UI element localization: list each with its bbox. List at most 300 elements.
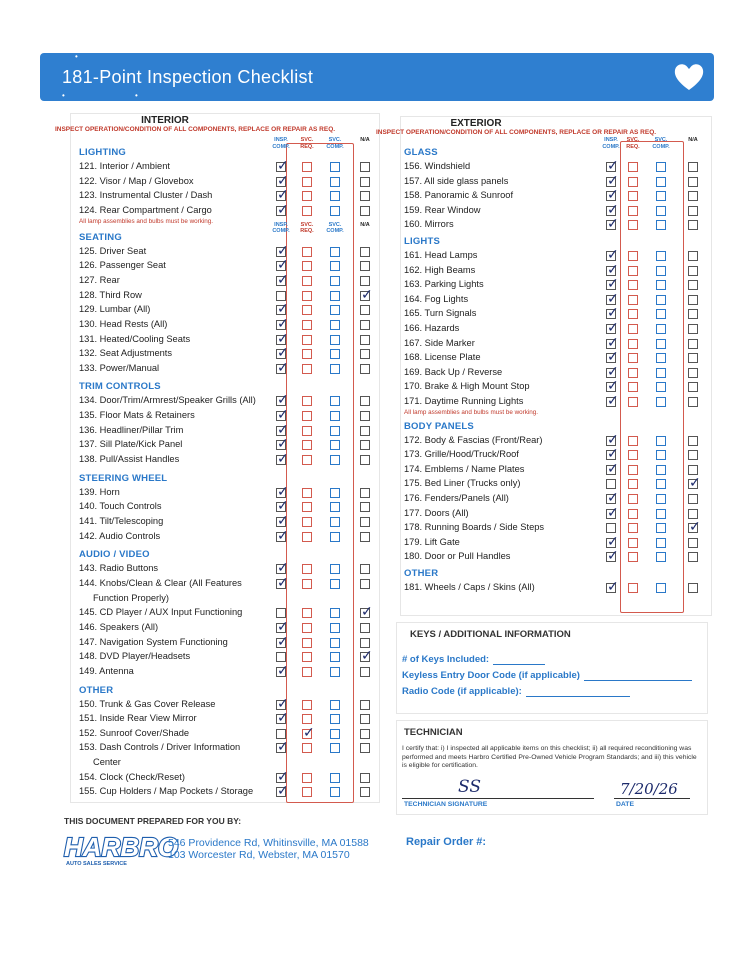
checkbox-svc-comp[interactable] [330,502,340,512]
checkbox-insp[interactable] [606,353,616,363]
checkbox-svc-req[interactable] [302,638,312,648]
checkbox-na[interactable] [360,773,370,783]
checkbox-svc-req[interactable] [628,251,638,261]
checkbox-na[interactable] [688,552,698,562]
checkbox-svc-req[interactable] [302,667,312,677]
address-whitinsville: 546 Providence Rd, Whitinsville, MA 01588 [168,837,369,849]
checkbox-insp[interactable] [606,397,616,407]
checkbox-svc-req[interactable] [302,396,312,406]
checkbox-svc-req[interactable] [302,517,312,527]
checkbox-svc-req[interactable] [302,364,312,374]
checkbox-na[interactable] [360,714,370,724]
checkbox-na[interactable] [360,729,370,739]
checkbox-na[interactable] [688,450,698,460]
checkbox-insp[interactable] [276,714,286,724]
checkbox-na[interactable] [360,305,370,315]
checkbox-insp[interactable] [606,220,616,230]
checkbox-svc-comp[interactable] [330,638,340,648]
checkbox-na[interactable] [360,411,370,421]
checkbox-insp[interactable] [276,502,286,512]
checkbox-svc-comp[interactable] [656,266,666,276]
category-body-panels: BODY PANELS [404,420,474,432]
category-lights: LIGHTS [404,236,441,247]
checkbox-svc-req[interactable] [302,532,312,542]
checkbox-svc-req[interactable] [302,411,312,421]
checkbox-svc-req[interactable] [628,339,638,349]
category-audio-video: AUDIO / VIDEO [79,549,150,561]
checkbox-svc-req[interactable] [302,455,312,465]
checkbox-na[interactable] [360,532,370,542]
checklist-item: 144. Knobs/Clean & Clear (All Features [79,577,242,588]
exterior-subtitle: INSPECT OPERATION/CONDITION OF ALL COMPONENTS, REPLACE OR REPAIR AS REQ. [375,129,657,136]
checkbox-insp[interactable] [276,276,286,286]
checkbox-svc-comp[interactable] [330,608,340,618]
checkbox-svc-req[interactable] [302,349,312,359]
checkbox-svc-comp[interactable] [656,191,666,201]
checkbox-na[interactable] [360,426,370,436]
checkbox-na[interactable] [688,465,698,475]
interior-subtitle: INSPECT OPERATION/CONDITION OF ALL COMPONENTS, REPLACE OR REPAIR AS REQ. [54,126,336,133]
checkbox-svc-req[interactable] [628,494,638,504]
checkbox-svc-req[interactable] [628,436,638,446]
checkbox-na[interactable] [360,177,370,187]
checkbox-svc-comp[interactable] [330,440,340,450]
checkbox-insp[interactable] [606,191,616,201]
checkbox-svc-req[interactable] [302,564,312,574]
checkbox-svc-req[interactable] [302,426,312,436]
checklist-item: 124. Rear Compartment / Cargo [79,204,212,215]
checkbox-insp[interactable] [276,320,286,330]
checkbox-na[interactable] [360,608,370,618]
checkbox-insp[interactable] [276,291,286,301]
checkbox-svc-comp[interactable] [656,339,666,349]
checkbox-na[interactable] [360,502,370,512]
checkbox-svc-comp[interactable] [656,436,666,446]
checklist-item: 181. Wheels / Caps / Skins (All) [404,582,535,592]
checkbox-svc-req[interactable] [628,353,638,363]
checkbox-insp[interactable] [606,162,616,172]
checkbox-svc-comp[interactable] [656,353,666,363]
checkbox-svc-comp[interactable] [330,623,340,633]
checkbox-insp[interactable] [276,396,286,406]
checkbox-svc-req[interactable] [302,700,312,710]
checkbox-na[interactable] [688,479,698,489]
checkbox-svc-comp[interactable] [656,309,666,319]
checklist-item: 168. License Plate [404,352,481,363]
checkbox-svc-comp[interactable] [330,743,340,753]
checklist-item: 129. Lumbar (All) [79,304,151,315]
checkbox-na[interactable] [360,638,370,648]
keyless-code-field[interactable]: Keyless Entry Door Code (if applicable) [402,670,692,681]
checkbox-svc-comp[interactable] [656,220,666,230]
checkbox-insp[interactable] [276,335,286,345]
checkbox-na[interactable] [688,397,698,407]
checkbox-insp[interactable] [606,465,616,475]
harbro-logo [62,830,179,868]
checkbox-insp[interactable] [276,517,286,527]
checkbox-svc-req[interactable] [628,523,638,533]
checkbox-svc-comp[interactable] [656,523,666,533]
checkbox-insp[interactable] [276,729,286,739]
checkbox-insp[interactable] [606,523,616,533]
checklist-item: 153. Dash Controls / Driver Information [79,742,241,753]
checkbox-insp[interactable] [606,280,616,290]
checkbox-svc-comp[interactable] [656,552,666,562]
checkbox-svc-comp[interactable] [330,349,340,359]
checkbox-na[interactable] [360,396,370,406]
checkbox-svc-req[interactable] [302,502,312,512]
checkbox-insp[interactable] [276,305,286,315]
checkbox-na[interactable] [688,353,698,363]
checkbox-svc-comp[interactable] [330,411,340,421]
checkbox-insp[interactable] [276,638,286,648]
checkbox-svc-req[interactable] [302,162,312,172]
checklist-item: 178. Running Boards / Side Steps [404,522,545,533]
checkbox-na[interactable] [688,206,698,216]
checkbox-svc-comp[interactable] [656,494,666,504]
checkbox-svc-comp[interactable] [330,276,340,286]
checkbox-svc-req[interactable] [628,177,638,187]
checkbox-svc-comp[interactable] [656,368,666,378]
checkbox-svc-comp[interactable] [330,191,340,201]
checkbox-svc-req[interactable] [302,579,312,589]
checkbox-svc-req[interactable] [302,787,312,797]
checkbox-na[interactable] [688,266,698,276]
checkbox-na[interactable] [688,191,698,201]
checkbox-insp[interactable] [276,440,286,450]
checklist-item: 167. Side Marker [404,337,475,348]
checkbox-svc-req[interactable] [302,305,312,315]
checklist-item: 157. All side glass panels [404,175,509,186]
checkbox-svc-comp[interactable] [330,261,340,271]
checkbox-svc-comp[interactable] [330,305,340,315]
checkbox-na[interactable] [688,251,698,261]
checkbox-svc-comp[interactable] [330,773,340,783]
checkbox-svc-req[interactable] [628,220,638,230]
checkbox-svc-req[interactable] [302,247,312,257]
checkbox-na[interactable] [688,382,698,392]
checklist-item: 136. Headliner/Pillar Trim [79,424,184,435]
checkbox-insp[interactable] [606,450,616,460]
checkbox-svc-comp[interactable] [330,667,340,677]
checkbox-svc-comp[interactable] [330,206,340,216]
column-header-svc-req: SVC. REQ. [300,137,314,150]
checkbox-insp[interactable] [276,191,286,201]
checkbox-insp[interactable] [276,652,286,662]
checkbox-svc-req[interactable] [628,465,638,475]
checkbox-na[interactable] [688,368,698,378]
checkbox-na[interactable] [360,667,370,677]
checkbox-svc-req[interactable] [302,773,312,783]
checkbox-svc-comp[interactable] [330,579,340,589]
checkbox-svc-req[interactable] [628,509,638,519]
title-banner: • • • 181-Point Inspection Checklist [40,53,714,101]
checkbox-na[interactable] [688,280,698,290]
checkbox-svc-req[interactable] [628,266,638,276]
checkbox-svc-req[interactable] [302,191,312,201]
checkbox-svc-comp[interactable] [330,426,340,436]
checkbox-svc-req[interactable] [302,652,312,662]
checkbox-svc-req[interactable] [302,320,312,330]
checkbox-insp[interactable] [276,579,286,589]
certify-text: I certify that: i) I inspected all applicable items on this checklist; ii) all required reconditioning was performed and meets Harbro Certified Pre-Owned Vehicle Program Standards; and iii) this vehicle is eligible for certification. [402,745,697,769]
checkbox-insp[interactable] [276,426,286,436]
checkbox-na[interactable] [688,538,698,548]
checkbox-svc-comp[interactable] [656,465,666,475]
technician-title: TECHNICIAN [404,727,463,738]
checkbox-svc-req[interactable] [628,583,638,593]
checkbox-na[interactable] [688,309,698,319]
checkbox-insp[interactable] [606,479,616,489]
svg-text:HARBRO: HARBRO [64,832,179,862]
checkbox-svc-comp[interactable] [330,177,340,187]
checkbox-insp[interactable] [276,608,286,618]
checklist-item: 159. Rear Window [404,204,481,215]
checkbox-svc-comp[interactable] [330,714,340,724]
checkbox-insp[interactable] [606,494,616,504]
checkbox-na[interactable] [688,523,698,533]
checklist-item: 148. DVD Player/Headsets [79,651,191,662]
checkbox-na[interactable] [688,436,698,446]
checkbox-na[interactable] [688,494,698,504]
radio-code-field[interactable]: Radio Code (if applicable): [402,686,630,697]
date-value[interactable]: 7/20/26 [620,780,678,798]
category-other: OTHER [404,568,439,579]
checkbox-svc-comp[interactable] [330,455,340,465]
checkbox-svc-req[interactable] [302,335,312,345]
checkbox-na[interactable] [360,276,370,286]
checkbox-insp[interactable] [276,773,286,783]
checkbox-na[interactable] [360,579,370,589]
checkbox-svc-req[interactable] [628,295,638,305]
checkbox-na[interactable] [360,320,370,330]
checkbox-insp[interactable] [276,700,286,710]
checkbox-svc-req[interactable] [628,324,638,334]
checkbox-insp[interactable] [606,295,616,305]
checkbox-svc-req[interactable] [302,729,312,739]
checkbox-svc-req[interactable] [302,261,312,271]
checkbox-svc-req[interactable] [628,538,638,548]
checkbox-insp[interactable] [606,436,616,446]
checkbox-svc-comp[interactable] [656,295,666,305]
checkbox-svc-req[interactable] [302,608,312,618]
checkbox-svc-req[interactable] [628,382,638,392]
checklist-item: 121. Interior / Ambient [79,161,170,171]
checkbox-svc-req[interactable] [302,440,312,450]
checkbox-svc-comp[interactable] [656,206,666,216]
num-keys-field[interactable]: # of Keys Included: [402,654,545,665]
checkbox-na[interactable] [360,261,370,271]
checkbox-insp[interactable] [276,364,286,374]
checkbox-svc-comp[interactable] [656,479,666,489]
checkbox-svc-req[interactable] [628,368,638,378]
checkbox-svc-req[interactable] [628,479,638,489]
checkbox-svc-comp[interactable] [330,320,340,330]
checkbox-svc-comp[interactable] [656,509,666,519]
checkbox-na[interactable] [360,364,370,374]
checkbox-insp[interactable] [276,532,286,542]
checkbox-svc-comp[interactable] [330,488,340,498]
checkbox-insp[interactable] [276,488,286,498]
checkbox-na[interactable] [360,652,370,662]
checklist-item: 128. Third Row [79,289,142,300]
checkbox-svc-req[interactable] [628,450,638,460]
checkbox-svc-comp[interactable] [656,382,666,392]
checkbox-svc-req[interactable] [302,743,312,753]
column-header-na: N/A [360,221,370,228]
checklist-item: 156. Windshield [404,161,471,171]
address-webster: 103 Worcester Rd, Webster, MA 01570 [168,849,350,861]
checkbox-svc-comp[interactable] [330,364,340,374]
signature-label: TECHNICIAN SIGNATURE [404,801,488,808]
checkbox-na[interactable] [360,206,370,216]
checklist-item: 130. Head Rests (All) [79,318,168,329]
checkbox-svc-comp[interactable] [330,652,340,662]
column-header-na: N/A [688,137,698,143]
checkbox-insp[interactable] [606,538,616,548]
checkbox-insp[interactable] [606,552,616,562]
checkbox-insp[interactable] [276,623,286,633]
svg-text:AUTO SALES SERVICE: AUTO SALES SERVICE [66,861,127,867]
checkbox-svc-comp[interactable] [330,247,340,257]
checkbox-na[interactable] [360,623,370,633]
checkbox-na[interactable] [360,291,370,301]
checkbox-insp[interactable] [276,247,286,257]
checkbox-insp[interactable] [276,411,286,421]
checkbox-na[interactable] [360,517,370,527]
checkbox-insp[interactable] [606,206,616,216]
checklist-item: 154. Clock (Check/Reset) [79,771,185,782]
checkbox-svc-comp[interactable] [330,335,340,345]
checkbox-svc-req[interactable] [628,552,638,562]
checkbox-insp[interactable] [606,382,616,392]
checkbox-insp[interactable] [606,266,616,276]
checklist-item: 146. Speakers (All) [79,621,159,632]
checkbox-svc-req[interactable] [302,276,312,286]
checkbox-svc-comp[interactable] [330,517,340,527]
checkbox-insp[interactable] [276,787,286,797]
checkbox-insp[interactable] [606,509,616,519]
checkbox-svc-comp[interactable] [656,583,666,593]
checkbox-svc-req[interactable] [302,177,312,187]
checkbox-na[interactable] [360,162,370,172]
category-seating: SEATING [79,231,122,243]
checkbox-na[interactable] [360,455,370,465]
checkbox-svc-req[interactable] [302,714,312,724]
checkbox-svc-comp[interactable] [656,177,666,187]
checkbox-svc-comp[interactable] [656,251,666,261]
checklist-item: 173. Grille/Hood/Truck/Roof [404,449,519,460]
checklist-item: 180. Door or Pull Handles [404,551,511,562]
checkbox-na[interactable] [688,583,698,593]
checkbox-na[interactable] [360,349,370,359]
checkbox-insp[interactable] [606,583,616,593]
checkbox-svc-req[interactable] [628,206,638,216]
checkbox-insp[interactable] [276,177,286,187]
checklist-item: 166. Hazards [404,323,460,333]
checklist-item: 147. Navigation System Functioning [79,636,228,647]
checkbox-na[interactable] [688,162,698,172]
checkbox-svc-req[interactable] [302,291,312,301]
checkbox-svc-comp[interactable] [330,729,340,739]
checkbox-insp[interactable] [276,667,286,677]
checkbox-insp[interactable] [606,339,616,349]
checkbox-svc-comp[interactable] [330,532,340,542]
checkbox-svc-comp[interactable] [330,291,340,301]
heart-icon [672,61,706,93]
checkbox-na[interactable] [688,509,698,519]
column-header-svc-req: SVC. REQ. [626,137,640,150]
checkbox-svc-comp[interactable] [656,280,666,290]
checkbox-na[interactable] [360,440,370,450]
checkbox-insp[interactable] [276,743,286,753]
checkbox-na[interactable] [688,295,698,305]
category-trim-controls: TRIM CONTROLS [79,381,161,393]
checkbox-svc-comp[interactable] [330,564,340,574]
checkbox-na[interactable] [688,339,698,349]
checkbox-svc-comp[interactable] [330,787,340,797]
checkbox-insp[interactable] [606,368,616,378]
checkbox-insp[interactable] [276,349,286,359]
checkbox-insp[interactable] [606,251,616,261]
checkbox-na[interactable] [360,700,370,710]
checkbox-insp[interactable] [276,206,286,216]
checkbox-svc-req[interactable] [628,309,638,319]
checklist-item: 158. Panoramic & Sunroof [404,190,514,201]
checkbox-svc-comp[interactable] [656,162,666,172]
technician-signature[interactable]: SS [458,777,481,797]
checkbox-insp[interactable] [606,177,616,187]
checkbox-svc-comp[interactable] [330,162,340,172]
checkbox-na[interactable] [360,335,370,345]
checkbox-na[interactable] [360,743,370,753]
checklist-item: 169. Back Up / Reverse [404,366,503,377]
checkbox-svc-req[interactable] [628,162,638,172]
checkbox-svc-req[interactable] [302,206,312,216]
checkbox-na[interactable] [688,324,698,334]
checkbox-na[interactable] [688,177,698,187]
lamp-note: All lamp assemblies and bulbs must be working. [79,217,214,225]
checklist-item: 125. Driver Seat [79,245,147,256]
checkbox-svc-comp[interactable] [656,324,666,334]
checklist-item: 142. Audio Controls [79,530,161,541]
checkbox-svc-req[interactable] [302,623,312,633]
checkbox-insp[interactable] [606,309,616,319]
checkbox-svc-req[interactable] [302,488,312,498]
checkbox-svc-comp[interactable] [656,450,666,460]
checkbox-svc-req[interactable] [628,280,638,290]
checkbox-insp[interactable] [276,455,286,465]
checkbox-na[interactable] [360,488,370,498]
checkbox-svc-comp[interactable] [656,538,666,548]
checkbox-na[interactable] [688,220,698,230]
checkbox-na[interactable] [360,564,370,574]
checkbox-svc-comp[interactable] [656,397,666,407]
checkbox-na[interactable] [360,191,370,201]
checkbox-insp[interactable] [606,324,616,334]
checkbox-insp[interactable] [276,261,286,271]
checkbox-svc-req[interactable] [628,191,638,201]
checklist-item: 175. Bed Liner (Trucks only) [404,478,521,489]
checkbox-na[interactable] [360,787,370,797]
checkbox-svc-req[interactable] [628,397,638,407]
checkbox-insp[interactable] [276,162,286,172]
checkbox-svc-comp[interactable] [330,396,340,406]
checklist-item: 160. Mirrors [404,219,454,230]
checkbox-insp[interactable] [276,564,286,574]
checkbox-svc-comp[interactable] [330,700,340,710]
checkbox-na[interactable] [360,247,370,257]
